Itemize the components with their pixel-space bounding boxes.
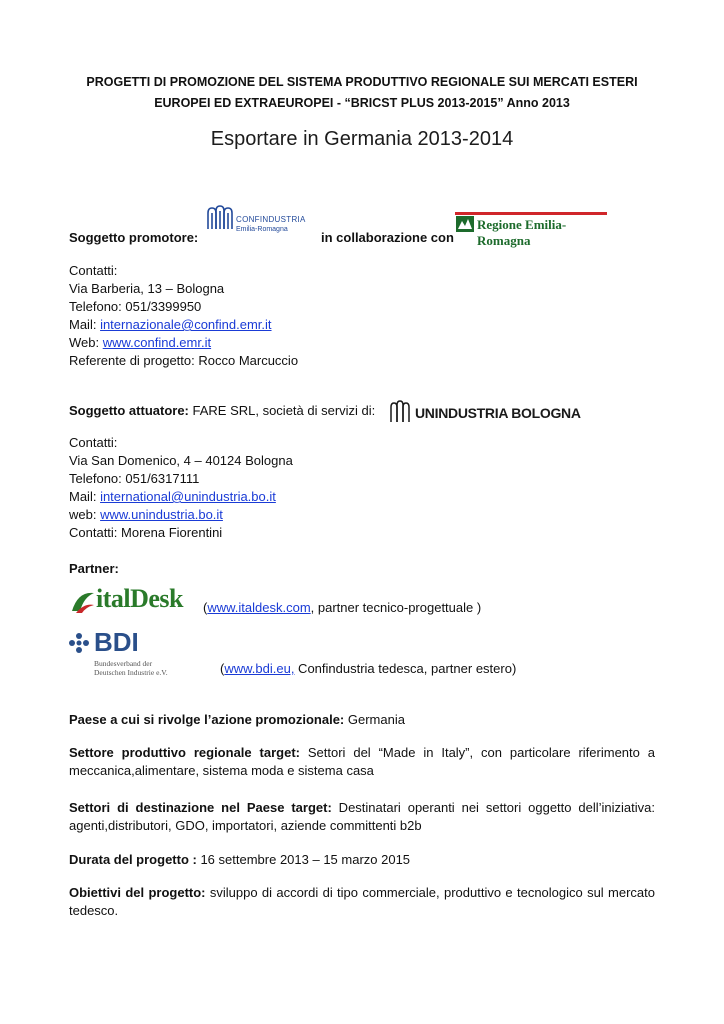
promotore-web-label: Web: bbox=[69, 335, 103, 350]
attuatore-mail-link[interactable]: international@unindustria.bo.it bbox=[100, 489, 276, 504]
header-line-2: EUROPEI ED EXTRAEUROPEI - “BRICST PLUS 2013-2015” Anno 2013 bbox=[154, 96, 570, 110]
durata-line bbox=[69, 851, 410, 869]
promotore-mail-line bbox=[69, 316, 272, 334]
collab-label: in collaborazione con bbox=[321, 230, 454, 245]
promotore-web-link[interactable]: www.confind.emr.it bbox=[102, 335, 212, 350]
settore-value: Settori del “Made in Italy”, con particolare riferimento a meccanica,alimentare, sistema moda e sistema casa bbox=[69, 745, 655, 778]
promotore-contact-2: Telefono: 051/3399950 bbox=[69, 299, 202, 314]
document-header bbox=[60, 72, 664, 114]
attuatore-label: Soggetto attuatore: bbox=[69, 403, 189, 418]
settori-destinazione-label: Settori di destinazione nel Paese target: bbox=[69, 800, 332, 815]
page-title: Esportare in Germania 2013-2014 bbox=[210, 128, 514, 150]
durata-label: Durata del progetto : bbox=[69, 852, 197, 867]
bdi-open: ( bbox=[220, 661, 225, 676]
attuatore-line bbox=[69, 402, 375, 420]
regione-logo-text: Regione Emilia-Romagna bbox=[477, 217, 567, 248]
paese-label: Paese a cui si rivolge l’azione promozionale: bbox=[69, 712, 345, 727]
attuatore-contatti: Contatti: Morena Fiorentini bbox=[69, 525, 223, 540]
italdesk-link[interactable]: www.italdesk.com bbox=[207, 600, 311, 615]
settori-destinazione-value: Destinatari operanti nei settori oggetto dell’iniziativa: agenti,distributori, GDO, importatori, aziende committenti b2b bbox=[69, 800, 655, 833]
bdi-line bbox=[220, 660, 516, 678]
confindustria-logo bbox=[200, 205, 315, 245]
settori-destinazione-paragraph bbox=[69, 799, 655, 835]
promotore-web-line bbox=[69, 334, 211, 352]
unindustria-bologna-logo bbox=[388, 399, 583, 425]
attuatore-text: FARE SRL, società di servizi di: bbox=[188, 403, 376, 418]
unindustria-logo-text: UNINDUSTRIA BOLOGNA bbox=[415, 405, 581, 421]
unindustria-emblem-icon bbox=[388, 399, 412, 423]
paese-value: Germania bbox=[344, 712, 405, 727]
regione-logo-bar bbox=[455, 212, 607, 215]
settore-label: Settore produttivo regionale target: bbox=[69, 745, 300, 760]
bdi-rest: Confindustria tedesca, partner estero) bbox=[294, 661, 517, 676]
promotore-contact-0: Contatti: bbox=[69, 263, 118, 278]
bdi-logo bbox=[68, 627, 198, 680]
bdi-logo-sub-1: Bundesverband der bbox=[94, 659, 153, 668]
bdi-logo-text: BDI bbox=[94, 627, 139, 657]
attuatore-mail-line bbox=[69, 488, 276, 506]
header-line-1: PROGETTI DI PROMOZIONE DEL SISTEMA PRODUTTIVO REGIONALE SUI MERCATI ESTERI bbox=[86, 75, 638, 89]
paese-line bbox=[69, 711, 405, 729]
confindustria-emblem-icon bbox=[204, 205, 236, 231]
obiettivi-value: sviluppo di accordi di tipo commerciale, produttivo e tecnologico sul mercato tedesco. bbox=[69, 885, 655, 918]
regione-emblem-icon bbox=[456, 216, 474, 232]
attuatore-web-line bbox=[69, 506, 223, 524]
promotore-label: Soggetto promotore: bbox=[69, 230, 199, 245]
promotore-mail-link[interactable]: internazionale@confind.emr.it bbox=[100, 317, 272, 332]
attuatore-mail-label: Mail: bbox=[69, 489, 101, 504]
confindustria-logo-sub: Emilia-Romagna bbox=[236, 226, 288, 233]
italdesk-logo-text: italDesk bbox=[96, 584, 183, 613]
italdesk-rest: , partner tecnico-progettuale ) bbox=[310, 600, 482, 615]
attuatore-web-label: web: bbox=[69, 507, 101, 522]
promotore-referente: Referente di progetto: Rocco Marcuccio bbox=[69, 353, 299, 368]
bdi-link[interactable]: www.bdi.eu, bbox=[224, 661, 295, 676]
bdi-emblem-icon bbox=[68, 632, 90, 654]
promotore-mail-label: Mail: bbox=[69, 317, 101, 332]
italdesk-open: ( bbox=[203, 600, 208, 615]
italdesk-line bbox=[203, 599, 481, 617]
confindustria-logo-text: CONFINDUSTRIA bbox=[236, 215, 306, 224]
promotore-contact-1: Via Barberia, 13 – Bologna bbox=[69, 281, 225, 296]
partner-label: Partner: bbox=[69, 561, 119, 576]
italdesk-logo bbox=[70, 586, 204, 618]
attuatore-contact-0: Contatti: bbox=[69, 435, 118, 450]
durata-value: 16 settembre 2013 – 15 marzo 2015 bbox=[196, 852, 411, 867]
attuatore-web-link[interactable]: www.unindustria.bo.it bbox=[100, 507, 223, 522]
attuatore-contact-2: Telefono: 051/6317111 bbox=[69, 471, 200, 486]
attuatore-contact-1: Via San Domenico, 4 – 40124 Bologna bbox=[69, 453, 293, 468]
regione-emilia-romagna-logo bbox=[455, 212, 607, 248]
obiettivi-paragraph bbox=[69, 884, 655, 920]
bdi-logo-sub-2: Deutschen Industrie e.V. bbox=[94, 668, 168, 677]
obiettivi-label: Obiettivi del progetto: bbox=[69, 885, 206, 900]
settore-paragraph bbox=[69, 744, 655, 780]
italdesk-emblem-icon bbox=[70, 589, 96, 615]
